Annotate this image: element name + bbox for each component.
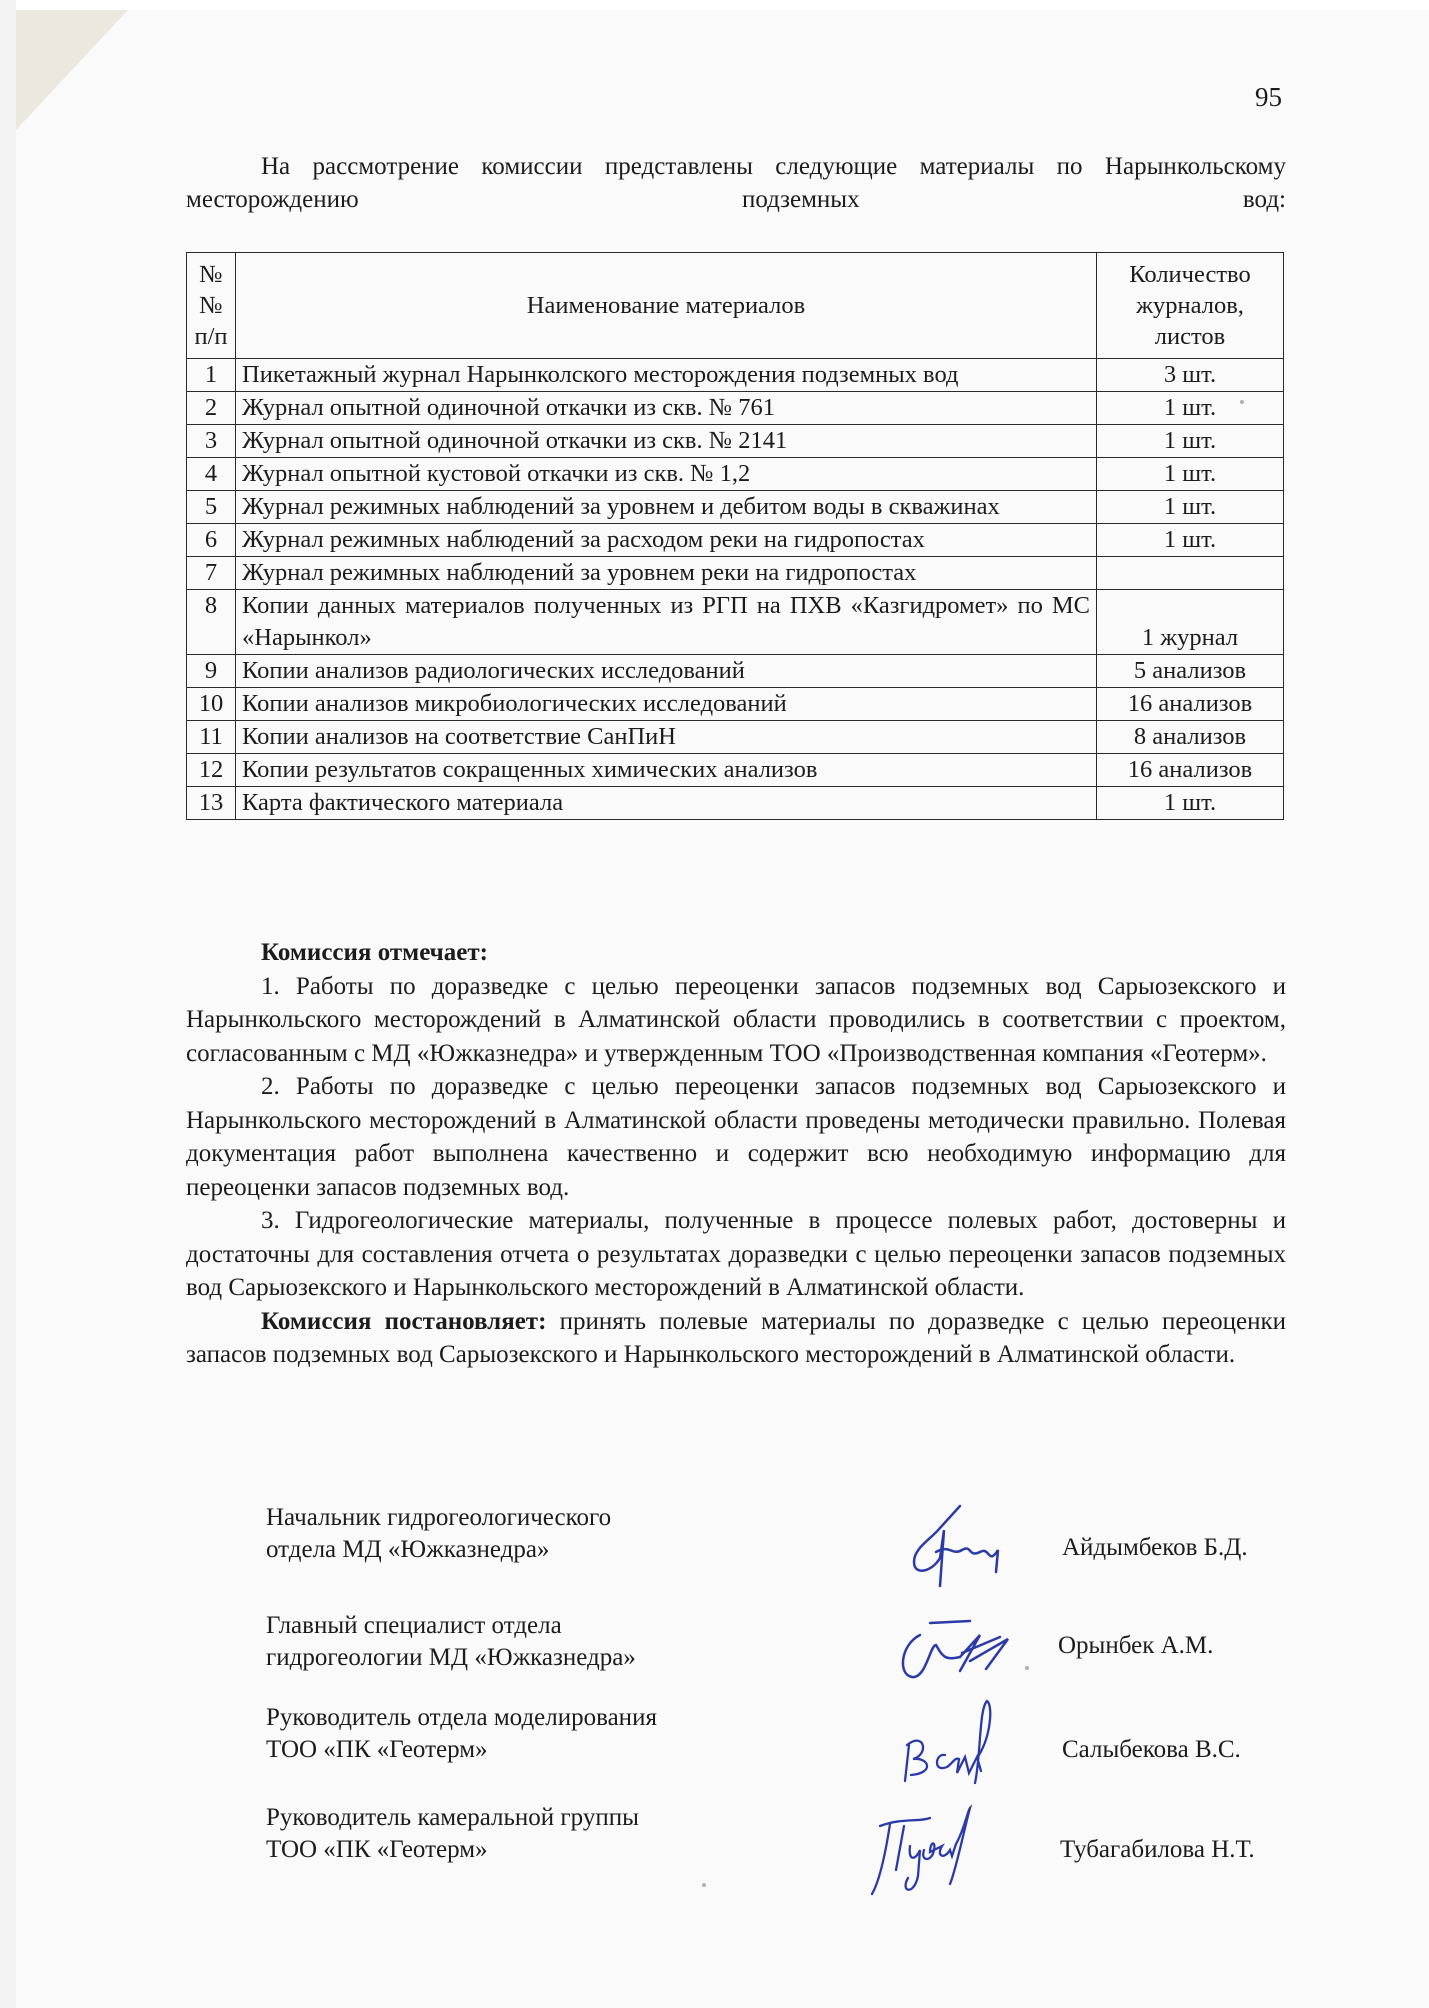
row-name: Копии анализов радиологических исследований (236, 655, 1097, 688)
position-line: Главный специалист отдела (266, 1612, 562, 1639)
page-number: 95 (1255, 82, 1282, 112)
row-name: Журнал опытной кустовой откачки из скв. № 1,2 (236, 458, 1097, 491)
remark-item-1: 1. Работы по доразведке с целью переоценки запасов подземных вод Сарыозекского и Нарынкольского месторождений в Алматинской области проводились в соответствии с проектом, согласованным с МД «Южказнедра» и утвержденным ТОО «Производственная компания «Геотерм». (186, 972, 1286, 1067)
row-num: 9 (187, 655, 236, 688)
remark-item-2: 2. Работы по доразведке с целью переоценки запасов подземных вод Сарыозекского и Нарынкольского месторождений в Алматинской области проведены методически правильно. Полевая документация работ выполнена качественно и содержит всю необходимую информацию для переоценки запасов подземных вод. (186, 1073, 1286, 1201)
scan-speck (1240, 400, 1244, 404)
signature-3 (895, 1695, 1005, 1785)
position-line: Руководитель камеральной группы (266, 1804, 639, 1831)
row-qty: 1 шт. (1097, 524, 1284, 557)
signature-4 (860, 1800, 990, 1900)
row-qty: 5 анализов (1097, 655, 1284, 688)
signature-1 (900, 1500, 1010, 1590)
table-row (187, 721, 1284, 754)
row-name: Копии анализов на соответствие СанПиН (236, 721, 1097, 754)
intro-text: На рассмотрение комиссии представлены следующие материалы по Нарынкольскому месторождению подземных вод: (186, 153, 1286, 213)
row-num: 1 (187, 359, 236, 392)
row-name: Журнал режимных наблюдений за уровнем и дебитом воды в скважинах (236, 491, 1097, 524)
signatory-2-position (266, 1610, 636, 1674)
row-num: 2 (187, 392, 236, 425)
table-header-row (187, 253, 1284, 359)
signature-2 (890, 1615, 1030, 1685)
row-qty: 1 шт. (1097, 787, 1284, 820)
position-line: ТОО «ПК «Геотерм» (266, 1836, 488, 1863)
row-name: Пикетажный журнал Нарынколского месторождения подземных вод (236, 359, 1097, 392)
resolution-text: принять полевые материалы по доразведке с целью переоценки запасов подземных вод Сарыозекского и Нарынкольского месторождений в Алматинской области. (186, 1307, 1286, 1368)
table-row (187, 392, 1284, 425)
position-line: Руководитель отдела моделирования (266, 1704, 657, 1731)
scan-speck (702, 1883, 706, 1887)
row-name: Копии результатов сокращенных химических анализов (236, 754, 1097, 787)
table-row (187, 524, 1284, 557)
row-name: Карта фактического материала (236, 787, 1097, 820)
resolution-paragraph (186, 1305, 1286, 1372)
row-qty (1097, 557, 1284, 590)
row-name: Журнал опытной одиночной откачки из скв. № 761 (236, 392, 1097, 425)
signatory-2-name: Орынбек А.М. (1058, 1632, 1214, 1659)
row-name: Копии анализов микробиологических исследований (236, 688, 1097, 721)
position-line: гидрогеологии МД «Южказнедра» (266, 1644, 636, 1671)
remarks-heading: Комиссия отмечает: (261, 939, 488, 966)
row-qty: 1 шт. (1097, 392, 1284, 425)
row-num: 4 (187, 458, 236, 491)
row-num: 10 (187, 688, 236, 721)
row-qty: 1 журнал (1097, 590, 1284, 655)
row-num: 12 (187, 754, 236, 787)
scan-speck (1025, 1666, 1029, 1670)
row-num: 7 (187, 557, 236, 590)
table-row (187, 491, 1284, 524)
resolution-label: Комиссия постановляет: (261, 1307, 547, 1335)
header-qty: Количество журналов, листов (1097, 253, 1284, 359)
table-row (187, 590, 1284, 655)
scan-left-edge (0, 0, 16, 2008)
intro-paragraph (186, 150, 1286, 216)
row-name: Копии данных материалов полученных из РГП на ПХВ «Казгидромет» по МС «Нарынкол» (236, 590, 1097, 655)
folded-corner (16, 10, 128, 130)
row-num: 8 (187, 590, 236, 655)
header-num: №№ п/п (187, 253, 236, 359)
table-row (187, 754, 1284, 787)
header-name: Наименование материалов (236, 253, 1097, 359)
row-name: Журнал режимных наблюдений за уровнем реки на гидропостах (236, 557, 1097, 590)
commission-remarks (186, 936, 1286, 1372)
row-num: 11 (187, 721, 236, 754)
row-qty: 1 шт. (1097, 491, 1284, 524)
signatory-4-position (266, 1802, 639, 1866)
materials-table (186, 252, 1284, 820)
table-row (187, 425, 1284, 458)
row-qty: 8 анализов (1097, 721, 1284, 754)
row-qty: 16 анализов (1097, 754, 1284, 787)
row-name: Журнал режимных наблюдений за расходом реки на гидропостах (236, 524, 1097, 557)
row-num: 6 (187, 524, 236, 557)
row-num: 5 (187, 491, 236, 524)
scan-top-edge (0, 0, 1429, 10)
table-row (187, 787, 1284, 820)
remark-item-3: 3. Гидрогеологические материалы, полученные в процессе полевых работ, достоверны и достаточны для составления отчета о результатах доразведки с целью переоценки запасов подземных вод Сарыозекского и Нарынкольского месторождений в Алматинской области. (186, 1207, 1286, 1301)
table-row (187, 557, 1284, 590)
table-row (187, 359, 1284, 392)
row-qty: 1 шт. (1097, 458, 1284, 491)
signatory-4-name: Тубагабилова Н.Т. (1060, 1836, 1255, 1863)
table-row (187, 458, 1284, 491)
signatory-1-position (266, 1502, 611, 1566)
position-line: Начальник гидрогеологического (266, 1504, 612, 1531)
signatory-1-name: Айдымбеков Б.Д. (1062, 1534, 1248, 1561)
row-qty: 1 шт. (1097, 425, 1284, 458)
row-qty: 16 анализов (1097, 688, 1284, 721)
signatory-3-name: Салыбекова В.С. (1062, 1736, 1241, 1763)
signatory-3-position (266, 1702, 657, 1766)
row-num: 3 (187, 425, 236, 458)
position-line: отдела МД «Южказнедра» (266, 1536, 550, 1563)
table-row (187, 688, 1284, 721)
row-num: 13 (187, 787, 236, 820)
row-name: Журнал опытной одиночной откачки из скв. № 2141 (236, 425, 1097, 458)
position-line: ТОО «ПК «Геотерм» (266, 1736, 488, 1763)
table-row (187, 655, 1284, 688)
row-qty: 3 шт. (1097, 359, 1284, 392)
